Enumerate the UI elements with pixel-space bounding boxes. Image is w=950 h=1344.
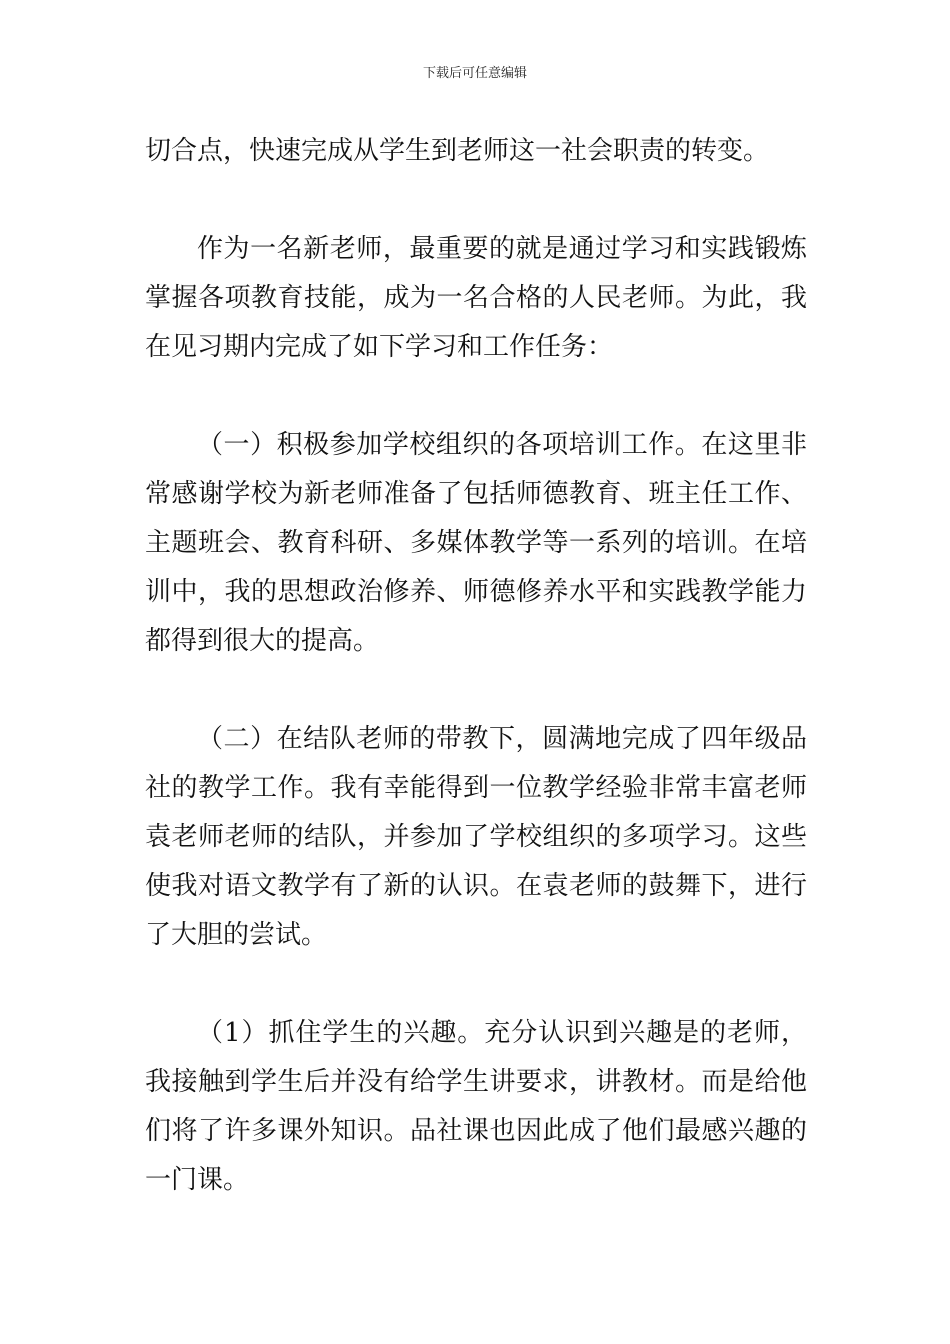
page-header: 下载后可任意编辑 (422, 66, 527, 81)
paragraph-gap (145, 666, 807, 715)
paragraph-gap (145, 176, 807, 225)
paragraph-intro: 作为一名新老师，最重要的就是通过学习和实践锻炼掌握各项教育技能，成为一名合格的人民老师。为此，我在见习期内完成了如下学习和工作任务： (145, 234, 807, 362)
document-body (145, 127, 807, 1205)
paragraph-continuation: 切合点，快速完成从学生到老师这一社会职责的转变。 (145, 136, 770, 166)
paragraph-section-two: （二）在结队老师的带教下，圆满地完成了四年级品社的教学工作。我有幸能得到一位教学经验非常丰富老师袁老师老师的结队，并参加了学校组织的多项学习。这些使我对语文教学有了新的认识。在袁老师的鼓舞下，进行了大胆的尝试。 (145, 724, 807, 950)
paragraph-section-one: （一）积极参加学校组织的各项培训工作。在这里非常感谢学校为新老师准备了包括师德教育、班主任工作、主题班会、教育科研、多媒体教学等一系列的培训。在培训中，我的思想政治修养、师德修养水平和实践教学能力都得到很大的提高。 (145, 430, 807, 656)
paragraph-gap (145, 960, 807, 1009)
paragraph-gap (145, 372, 807, 421)
paragraph-point-one: （1）抓住学生的兴趣。充分认识到兴趣是的老师，我接触到学生后并没有给学生讲要求，讲教材。而是给他们将了许多课外知识。品社课也因此成了他们最感兴趣的一门课。 (145, 1018, 807, 1195)
